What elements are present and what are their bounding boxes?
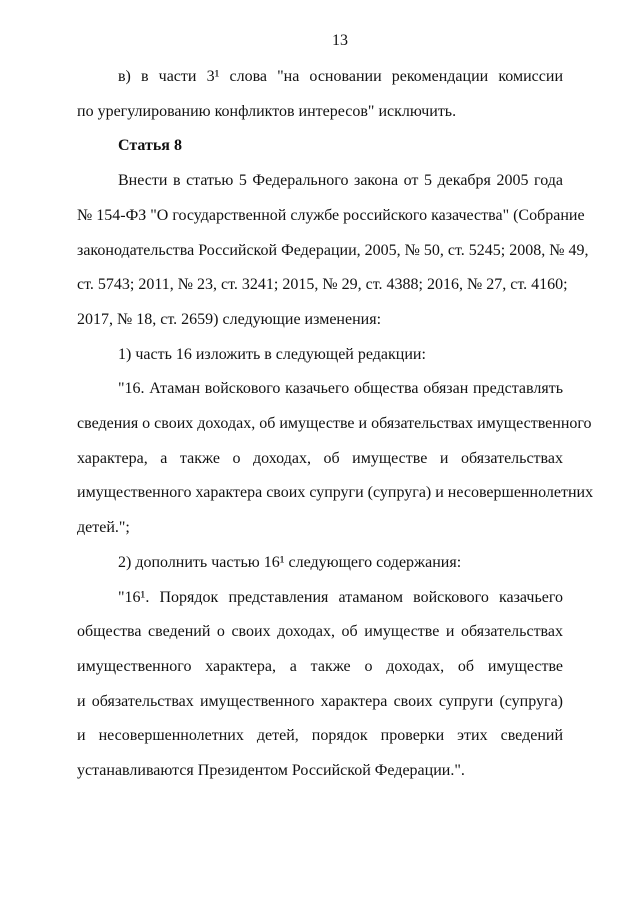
text-line: устанавливаются Президентом Российской Федерации.".: [77, 762, 465, 780]
text-line: 2) дополнить частью 16¹ следующего содержания:: [118, 553, 462, 571]
paragraph: [77, 546, 563, 581]
text-line: по урегулированию конфликтов интересов" исключить.: [77, 102, 457, 120]
text-line: Внести в статью 5 Федерального закона от 5 декабря 2005 года: [118, 172, 563, 190]
document-body: [77, 60, 594, 789]
paragraph: [77, 372, 594, 546]
text-line: общества сведений о своих доходах, об имуществе и обязательствах: [77, 623, 563, 641]
text-line: 2017, № 18, ст. 2659) следующие изменения:: [77, 310, 382, 328]
text-line: "16¹. Порядок представления атаманом войскового казачьего: [118, 588, 563, 606]
text-line: имущественного характера своих супруги (супруга) и несовершеннолетних: [77, 484, 594, 502]
paragraph: [77, 338, 563, 373]
paragraph: [77, 581, 563, 789]
text-line: имущественного характера, а также о доходах, об имуществе: [77, 657, 563, 675]
text-line: и несовершеннолетних детей, порядок проверки этих сведений: [77, 727, 563, 745]
text-line: характера, а также о доходах, об имуществе и обязательствах: [77, 449, 563, 467]
text-line: законодательства Российской Федерации, 2005, № 50, ст. 5245; 2008, № 49,: [77, 241, 589, 259]
text-line: Статья 8: [118, 137, 182, 155]
paragraph: [77, 164, 589, 338]
article-heading: [77, 129, 563, 164]
text-line: № 154-ФЗ "О государственной службе российского казачества" (Собрание: [77, 206, 585, 224]
text-line: сведения о своих доходах, об имуществе и обязательствах имущественного: [77, 415, 592, 433]
page-number: 13: [332, 32, 348, 49]
text-line: "16. Атаман войскового казачьего общества обязан представлять: [118, 380, 563, 398]
text-line: и обязательствах имущественного характера своих супруги (супруга): [77, 692, 563, 710]
text-line: ст. 5743; 2011, № 23, ст. 3241; 2015, № 29, ст. 4388; 2016, № 27, ст. 4160;: [77, 276, 568, 294]
text-line: 1) часть 16 изложить в следующей редакции:: [118, 345, 426, 363]
text-line: детей.";: [77, 519, 130, 537]
text-line: в) в части 3¹ слова "на основании рекомендации комиссии: [118, 68, 563, 85]
paragraph: [77, 60, 563, 129]
